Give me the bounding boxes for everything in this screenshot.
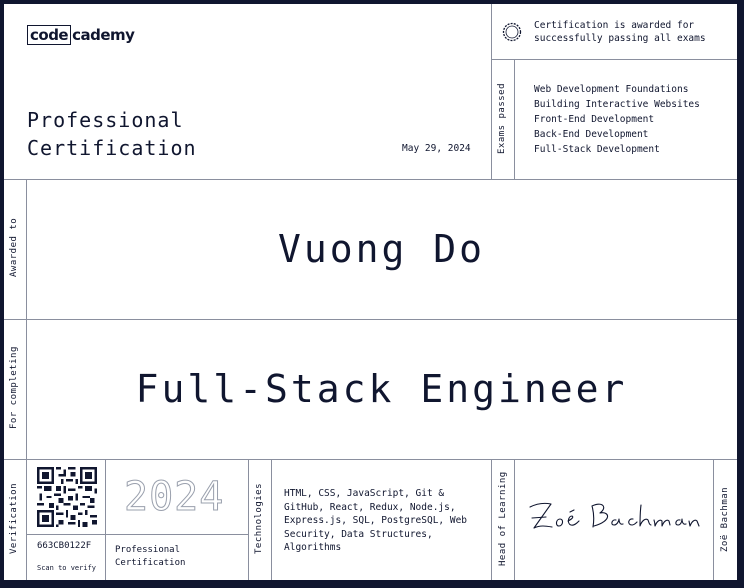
divider: [271, 459, 272, 580]
award-note: Certification is awarded for successfully passing all exams: [534, 20, 706, 44]
technologies-list: HTML, CSS, JavaScript, Git & GitHub, React, Redux, Node.js, Express.js, SQL, PostgreSQL, Web Security, Data Structures, Algorithms: [284, 488, 468, 553]
verification-label: Verification: [9, 482, 19, 554]
awarded-to-label: Awarded to: [9, 217, 19, 277]
signature-image: [524, 491, 704, 536]
certificate-title: Professional Certification: [27, 108, 197, 160]
divider: [491, 4, 492, 179]
divider: [491, 59, 737, 60]
scan-to-verify: Scan to verify: [37, 564, 97, 572]
issue-date: May 29, 2024: [402, 143, 471, 154]
certificate-type: Professional Certification: [115, 545, 186, 568]
exam-item: Front-End Development: [534, 114, 655, 125]
divider: [105, 459, 106, 580]
exam-list: [534, 82, 700, 157]
divider: [713, 459, 714, 580]
certificate-year: 2024: [124, 474, 225, 520]
signer-role: Head of Learning: [498, 471, 508, 566]
recipient-name: Vuong Do: [277, 227, 486, 271]
divider: [491, 459, 492, 580]
exam-item: Full-Stack Development: [534, 144, 660, 155]
signer-name: Zoë Bachman: [720, 486, 730, 552]
divider: [248, 459, 249, 580]
course-title: Full-Stack Engineer: [135, 367, 628, 411]
codecademy-logo: code cademy: [27, 25, 134, 45]
qr-code[interactable]: [37, 467, 97, 527]
divider: [4, 459, 737, 460]
seal-icon: [501, 21, 523, 43]
divider: [514, 59, 515, 179]
exam-item: Building Interactive Websites: [534, 99, 700, 110]
exam-item: Web Development Foundations: [534, 84, 689, 95]
verification-code: 663CB0122F: [37, 541, 92, 551]
divider: [26, 534, 105, 535]
for-completing-label: For completing: [9, 346, 19, 429]
certificate: [4, 4, 737, 580]
divider: [514, 459, 515, 580]
technologies-label: Technologies: [254, 482, 264, 554]
divider: [105, 534, 248, 535]
exam-item: Back-End Development: [534, 129, 649, 140]
exams-label: Exams passed: [497, 82, 507, 154]
